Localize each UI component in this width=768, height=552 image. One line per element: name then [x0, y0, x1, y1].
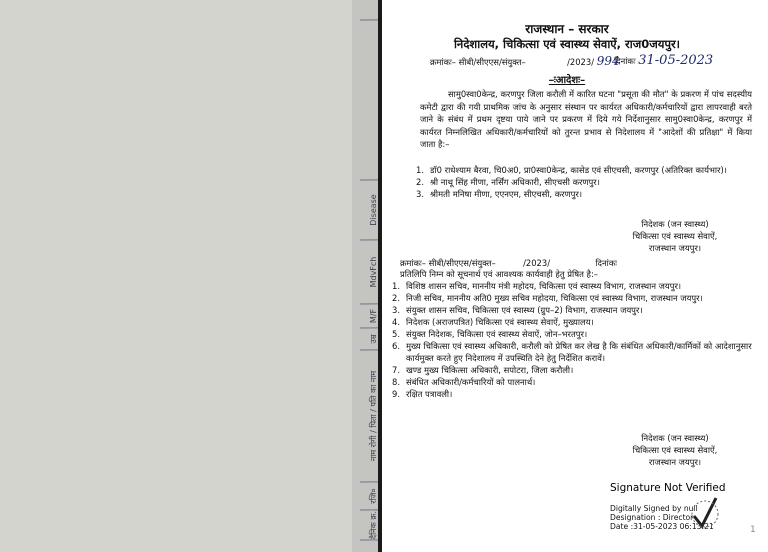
- copy-item-number: 1.: [392, 281, 400, 291]
- copy-item-text: मुख्य चिकित्सा एवं स्वास्थ्य अधिकारी, करौली को प्रेषित कर लेख है कि संबंधित अधिकारी/कार्मिकों को आदेशानुसार कार्यमुक्त करते हुए निदेशालय में उपस्थिति देने हेतु निर्देशित करावें।: [406, 341, 752, 363]
- copy-item-number: 9.: [392, 389, 400, 399]
- copy-item: [392, 292, 752, 304]
- register-column-header: MdvFch: [369, 256, 378, 288]
- copy-item-number: 3.: [392, 305, 400, 315]
- copy-item: [392, 328, 752, 340]
- copy-item-text: संबंधित अधिकारी/कर्मचारियों को पालनार्थ।: [406, 377, 536, 387]
- copy-item: [392, 364, 752, 376]
- order-body: सामु0स्वा0केन्द्र, करणपुर जिला करौली में कारित घटना "प्रसूता की मौत" के प्रकरण में पांच सदस्यीय कमेटी द्वारा की गयी प्राथमिक जांच के अनुसार संस्थान पर कार्यरत अधिकारी/कर्मचारियों द्वारा लापरवाही बरते जाने के संबंध में प्रथम दृष्टया पाये जाने पर प्रकरण में दिये गये निर्देशानुसार सामु0स्वा0केन्द्र, करणपुर में कार्यरत निम्नलिखित अधिकारी/कर्मचारियों को तुरन्त प्रभाव से निदेशालय में "आदेशों की प्रतिक्षा" में किया जाता है:–: [420, 89, 752, 150]
- date-line: दिनांकः 31-05-2023: [614, 53, 714, 68]
- copy-item-number: 2.: [392, 293, 400, 303]
- person-item: [416, 176, 752, 188]
- register-column-header: Disease: [369, 194, 378, 226]
- register-column-header: M/F: [369, 308, 378, 324]
- page-number: 1: [750, 525, 756, 535]
- ref2-line: क्रमांकः– सीबी/सीएएस/संयुक्त– /2023/ दिनांकः: [400, 258, 617, 268]
- copy-item: [392, 280, 752, 292]
- person-item-text: डॉ0 राधेश्याम बैरवा, चि0अ0, प्रा0स्वा0केन्द्र, कासेड एवं सीएचसी, करणपुर (अतिरिक्त कार्यभार)।: [430, 165, 727, 175]
- register-column-header: दैनिक क्र.: [369, 510, 378, 540]
- register-column-header: रजि०: [369, 488, 378, 504]
- copy-item-text: निदेशक (अराजपत्रित) चिकित्सा एवं स्वास्थ्य सेवाऐं, मुख्यालय।: [406, 317, 594, 327]
- copy-item-number: 7.: [392, 365, 400, 375]
- copy-item-text: विशिष्ठ शासन सचिव, माननीय मंत्री महोदय, चिकित्सा एवं स्वास्थ्य विभाग, राजस्थान जयपुर।: [406, 281, 682, 291]
- ref-number: 994: [596, 54, 620, 68]
- person-item-number: 3.: [416, 189, 424, 199]
- persons-list: [416, 164, 752, 200]
- register-page: [0, 0, 378, 552]
- copy-item-text: निजी सचिव, माननीय अति0 मुख्य सचिव महोदया, चिकित्सा एवं स्वास्थ्य विभाग, राजस्थान जयपुर।: [406, 293, 703, 303]
- signatory-block: निदेशक (जन स्वास्थ्य) चिकित्सा एवं स्वास्थ्य सेवाऐं, राजस्थान जयपुर।: [632, 219, 718, 253]
- dept-heading: निदेशालय, चिकित्सा एवं स्वास्थ्य सेवाऐं, राज0जयपुर।: [453, 37, 681, 51]
- copy-item-text: संयुक्त शासन सचिव, चिकित्सा एवं स्वास्थ्य (ग्रुप–2) विभाग, राजस्थान जयपुर।: [406, 305, 643, 315]
- ref-line: क्रमांकः– सीबी/सीएएस/संयुक्त– /2023/ 994: [430, 54, 620, 68]
- order-date: 31-05-2023: [638, 53, 714, 68]
- copy-item-number: 8.: [392, 377, 400, 387]
- copy-heading: प्रतिलिपि निम्न को सूचनार्थ एवं आवश्यक कार्यवाही हेतु प्रेषित है:–: [400, 269, 598, 279]
- opd-register-photo: [0, 0, 378, 552]
- copy-item-text: खण्ड मुख्य चिकित्सा अधिकारी, सपोटरा, जिला करौली।: [406, 365, 574, 375]
- person-item-text: श्री नाथू सिंह मीणा, नर्सिंग अधिकारी, सीएचसी करणपुर।: [430, 177, 600, 187]
- order-document: [382, 0, 768, 552]
- govt-heading: राजस्थान – सरकार: [525, 22, 609, 36]
- copy-item: [392, 304, 752, 316]
- person-item-text: श्रीमती मनिषा मीणा, एएनएम, सीएचसी, करणपुर।: [430, 189, 583, 199]
- person-item-number: 2.: [416, 177, 424, 187]
- copy-item: [392, 316, 752, 328]
- person-item: [416, 188, 752, 200]
- digital-signature: Signature Not Verified Digitally Signed by null Designation : Director Date :31-05-2023 06:13:21: [610, 482, 760, 531]
- unverified-tick-icon: [690, 494, 720, 534]
- copy-item-text: रक्षित पत्रावली।: [406, 389, 453, 399]
- copy-item-number: 5.: [392, 329, 400, 339]
- person-item-number: 1.: [416, 165, 424, 175]
- copy-item-number: 4.: [392, 317, 400, 327]
- copy-item: [392, 388, 752, 400]
- copy-item-number: 6.: [392, 341, 400, 351]
- register-column-header: उम्र: [369, 334, 378, 344]
- copy-item: [392, 340, 752, 364]
- order-title: –ःआदेशः–: [548, 75, 586, 86]
- copy-item: [392, 376, 752, 388]
- copy-item-text: संयुक्त निदेशक, चिकित्सा एवं स्वास्थ्य सेवाऐं, जोन–भरतपुर।: [406, 329, 588, 339]
- signature-status: Signature Not Verified: [610, 482, 726, 494]
- person-item: [416, 164, 752, 176]
- register-column-header: नाम रोगी / पिता / पति का नाम: [369, 370, 378, 462]
- signatory-block-2: निदेशक (जन स्वास्थ्य) चिकित्सा एवं स्वास्थ्य सेवाऐं, राजस्थान जयपुर।: [632, 433, 718, 467]
- copies-list: [392, 280, 752, 400]
